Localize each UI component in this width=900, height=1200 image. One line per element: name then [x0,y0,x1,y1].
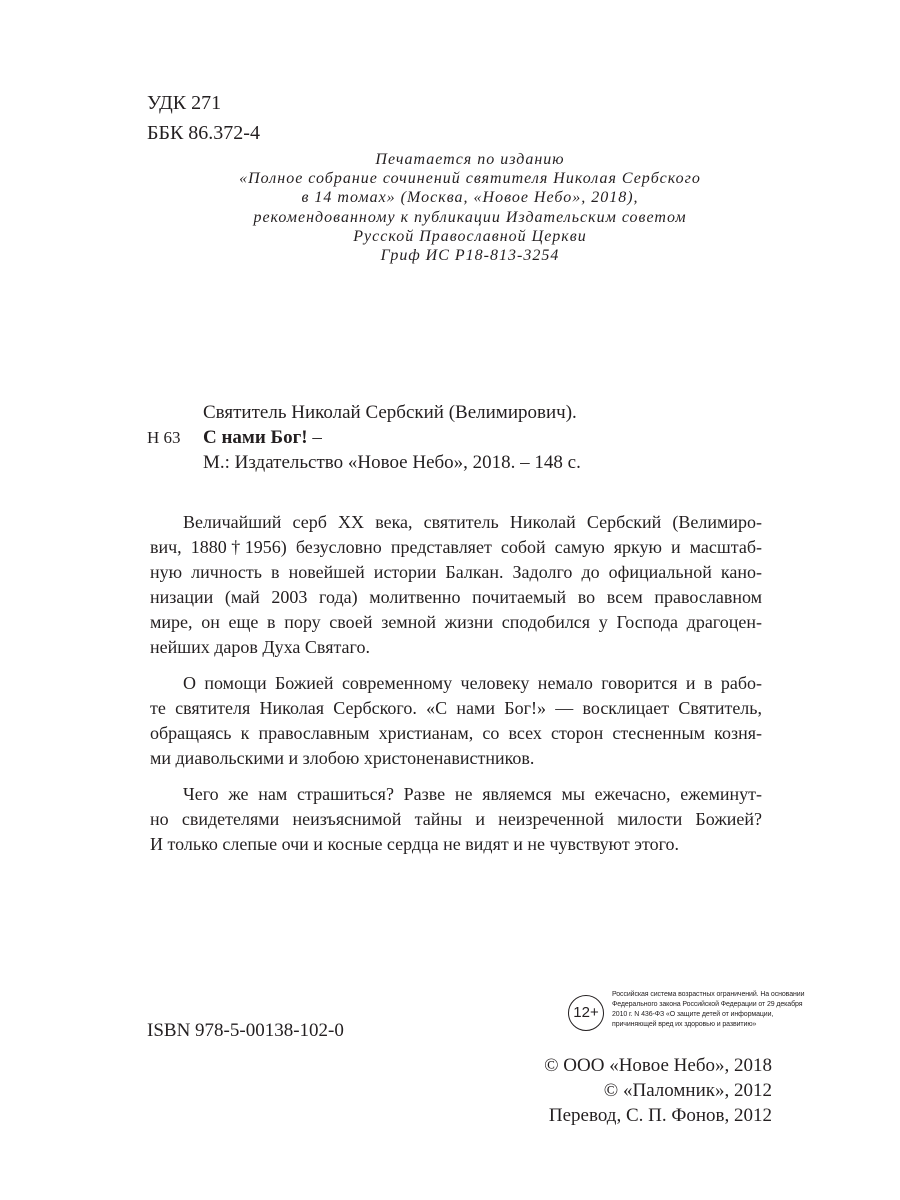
text-line: нейших даров Духа Святаго. [150,637,370,657]
bibliographic-record [203,400,581,475]
paragraph [150,510,762,660]
text-line: Чего же нам страшиться? Разве не являемся мы ежечасно, ежеминут- [183,784,762,804]
text-line: ми диавольскими и злобою христоненавистников. [150,748,535,768]
text-line: низации (май 2003 года) молитвенно почитаемый во всем православном [150,587,762,607]
text-line: ную личность в новейшей истории Балкан. Задолго до официальной кано- [150,562,762,582]
imprint-note-line: Гриф ИС Р18-813-3254 [380,247,560,265]
age-rating-badge: 12+ [568,995,604,1031]
bib-title-dash: – [307,427,322,448]
copyright-block [544,1053,772,1128]
text-line: но свидетелями неизъяснимой тайны и неизреченной милости Божией? [150,809,762,829]
text-line: Величайший серб XX века, святитель Николай Сербский (Велимиро- [183,512,762,532]
udk-code: УДК 271 [147,92,222,114]
paragraph [150,671,762,771]
text-line: те святителя Николая Сербского. «С нами Бог!» — восклицает Святитель, [150,698,762,718]
copyright-line: © «Паломник», 2012 [603,1080,772,1101]
imprint-note-line: в 14 томах» (Москва, «Новое Небо», 2018), [301,189,639,207]
text-line: вич, 1880†1956) безусловно представляет собой самую яркую и масштаб- [150,537,762,557]
bbk-code: ББК 86.372-4 [147,122,260,144]
age-rating-note: Российская система возрастных ограничений. На основании Федерального закона Российской Федерации от 29 декабря 2010 г. N 436-ФЗ «О защите детей от информации, причиняющей вред их здоровью и развитию» [612,991,805,1028]
annotation [150,510,762,868]
copyright-line: © ООО «Новое Небо», 2018 [544,1055,772,1076]
imprint-note [150,150,790,265]
text-line: О помощи Божией современному человеку немало говорится и в рабо- [183,673,762,693]
bib-author: Святитель Николай Сербский (Велимирович). [203,402,577,423]
author-code: Н 63 [147,428,181,447]
imprint-note-line: рекомендованному к публикации Издательским советом [253,208,687,226]
text-line: мире, он еще в пору своей земной жизни сподобился у Господа драгоцен- [150,612,762,632]
imprint-note-line: Печатается по изданию [375,151,565,168]
imprint-note-line: «Полное собрание сочинений святителя Николая Сербского [239,170,701,188]
text-line: обращаясь к православным христианам, со всех сторон стесненным козня- [150,723,762,743]
bib-publisher: М.: Издательство «Новое Небо», 2018. – 148 с. [203,452,581,473]
bib-title: С нами Бог! [203,427,308,448]
paragraph [150,782,762,857]
copyright-line: Перевод, С. П. Фонов, 2012 [548,1105,772,1126]
isbn: ISBN 978-5-00138-102-0 [147,1020,344,1041]
text-line: И только слепые очи и косные сердца не видят и не чувствуют этого. [150,834,680,854]
imprint-note-line: Русской Православной Церкви [353,227,587,245]
